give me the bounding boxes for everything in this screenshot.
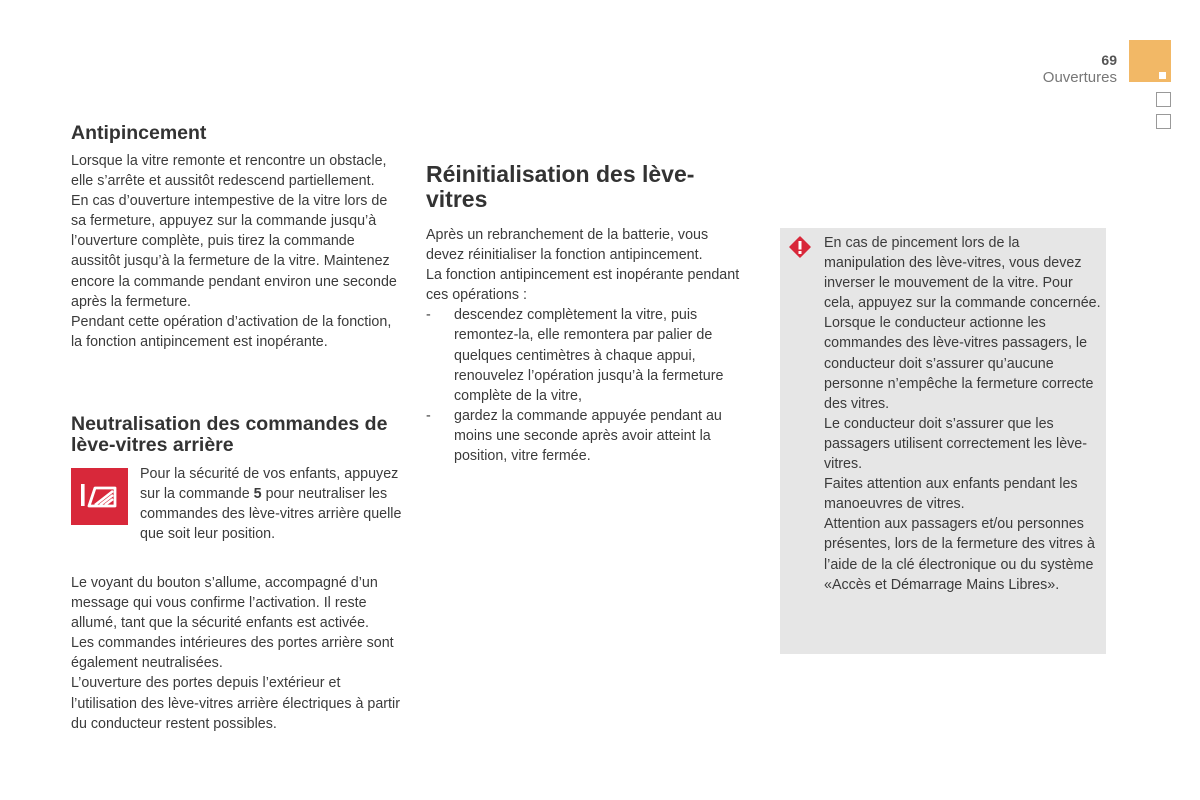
paragraph: Le voyant du bouton s’allume, accompagné d’un message qui vous confirme l’activation. Il reste allumé, tant que la sécurité enfants est activée. bbox=[71, 575, 378, 632]
paragraph: La fonction antipincement est inopérante pendant ces opérations : bbox=[426, 267, 740, 304]
antipincement-title: Antipincement bbox=[71, 122, 207, 144]
child-lock-icon bbox=[71, 468, 128, 525]
reinitialisation-text bbox=[426, 225, 750, 466]
list-item-text: descendez complètement la vitre, puis remontez-la, elle remontera par palier de quelques centimètres à chaque appui, renouvelez l’opération jusqu’à la fermeture complète de la vitre, bbox=[454, 307, 724, 404]
intro-after: pour neutraliser les commandes des lève-vitres arrière quelle que soit leur position. bbox=[140, 486, 402, 543]
paragraph bbox=[140, 464, 402, 544]
paragraph: Après un rebranchement de la batterie, vous devez réinitialiser la fonction antipincement. bbox=[426, 227, 709, 264]
warning-text bbox=[824, 233, 1102, 595]
list-item bbox=[426, 305, 750, 405]
section-tab[interactable] bbox=[1156, 92, 1171, 107]
section-title: Ouvertures bbox=[1042, 69, 1117, 86]
antipincement-text bbox=[71, 151, 401, 352]
warning-icon bbox=[789, 236, 811, 258]
list-item-text: gardez la commande appuyée pendant au moins une seconde après avoir atteint la position, vitre fermée. bbox=[454, 407, 722, 465]
neutralisation-title: Neutralisation des commandes de lève-vitres arrière bbox=[71, 413, 388, 456]
reinitialisation-title: Réinitialisation des lève-vitres bbox=[426, 161, 695, 212]
list-dash: - bbox=[426, 407, 431, 424]
neutralisation-text bbox=[71, 573, 401, 734]
paragraph: Attention aux passagers et/ou personnes présentes, lors de la fermeture des vitres à l’aide de la clé électronique ou du système «Accès et Démarrage Mains Libres». bbox=[824, 516, 1095, 593]
neutralisation-intro bbox=[140, 464, 402, 544]
paragraph: Pendant cette opération d’activation de la fonction, la fonction antipincement est inopérante. bbox=[71, 313, 392, 350]
tab-dot bbox=[1159, 72, 1166, 79]
paragraph: Le conducteur doit s’assurer que les passagers utilisent correctement les lève-vitres. bbox=[824, 415, 1088, 473]
paragraph: En cas d’ouverture intempestive de la vitre lors de sa fermeture, appuyez sur la commande jusqu’à l’ouverture complète, puis tirez la commande aussitôt jusqu’à la fermeture de la vitre. Maintenez encore la commande pendant environ une seconde après la fermeture. bbox=[71, 193, 397, 310]
section-tab[interactable] bbox=[1156, 114, 1171, 129]
paragraph: L’ouverture des portes depuis l’extérieur et l’utilisation des lève-vitres arrière électriques à partir du conducteur restent possibles. bbox=[71, 675, 400, 732]
list-dash: - bbox=[426, 307, 431, 324]
list-item bbox=[426, 406, 750, 466]
intro-before: Pour la sécurité de vos enfants, appuyez sur la commande bbox=[140, 466, 399, 503]
paragraph: Faites attention aux enfants pendant les manoeuvres de vitres. bbox=[824, 476, 1078, 513]
page-number: 69 bbox=[1101, 52, 1117, 68]
paragraph: Les commandes intérieures des portes arrière sont également neutralisées. bbox=[71, 635, 394, 672]
paragraph: En cas de pincement lors de la manipulation des lève-vitres, vous devez inverser le mouvement de la vitre. Pour cela, appuyez sur la commande concernée. bbox=[824, 235, 1101, 312]
command-number: 5 bbox=[253, 486, 262, 503]
paragraph: Lorsque la vitre remonte et rencontre un obstacle, elle s’arrête et aussitôt redescend partiellement. bbox=[71, 153, 387, 190]
paragraph: Lorsque le conducteur actionne les commandes des lève-vitres passagers, le conducteur doit s’assurer qu’aucune personne n’empêche la fermeture correcte des vitres. bbox=[824, 315, 1094, 412]
section-tab-active[interactable] bbox=[1129, 40, 1171, 82]
